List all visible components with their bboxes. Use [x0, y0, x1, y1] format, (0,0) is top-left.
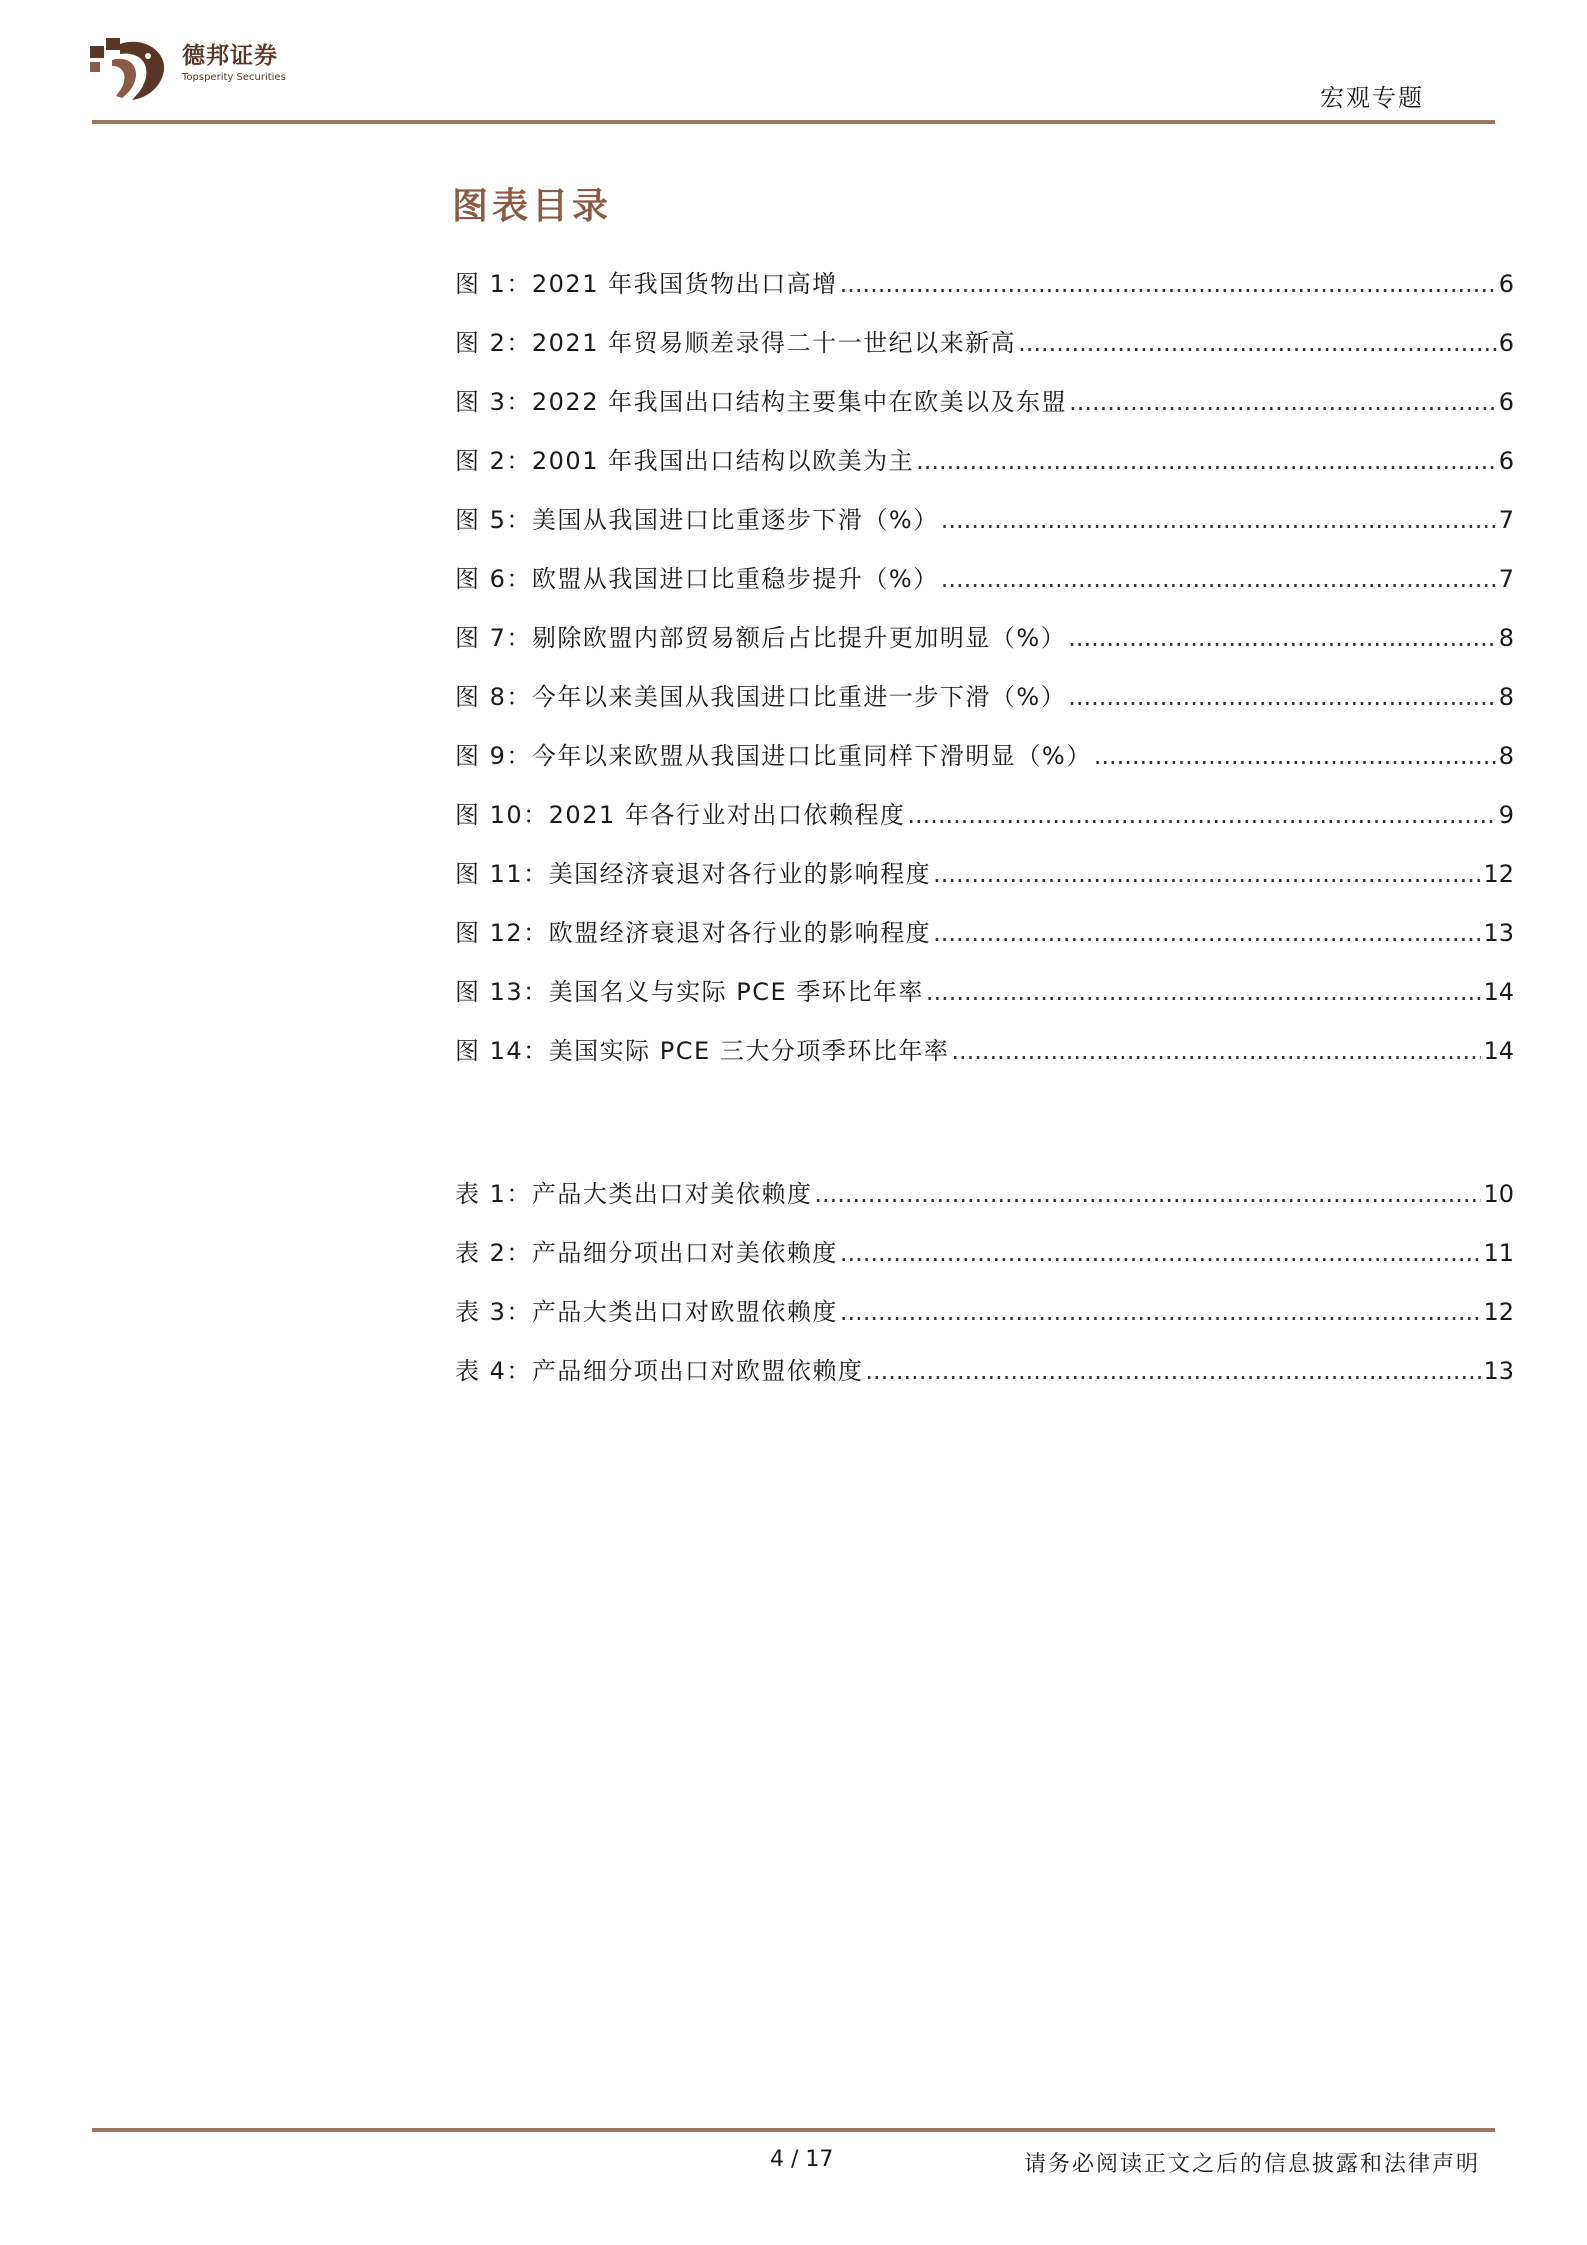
toc-leader-dots [840, 1292, 1482, 1332]
toc-entry-label: 图 11：美国经济衰退对各行业的影响程度 [455, 860, 932, 888]
toc-entry-label: 图 2：2001 年我国出口结构以欧美为主 [455, 447, 915, 475]
toc-entry-page: 11 [1483, 1239, 1514, 1267]
toc-entry-figure-3[interactable] [455, 382, 1514, 441]
toc-entry-page: 6 [1498, 388, 1514, 416]
toc-leader-dots [926, 972, 1482, 1012]
brand-block [182, 42, 286, 84]
toc-title: 图表目录 [452, 185, 613, 227]
page-header [0, 0, 1587, 130]
toc-leader-dots [941, 500, 1497, 540]
toc-leader-dots [941, 559, 1497, 599]
toc-leader-dots [840, 1233, 1482, 1273]
topsperity-logo-icon [90, 36, 170, 106]
toc-entry-page: 6 [1498, 270, 1514, 298]
toc-entry-page: 8 [1498, 683, 1514, 711]
toc-entry-label: 图 7：剔除欧盟内部贸易额后占比提升更加明显（%） [455, 624, 1067, 652]
toc-entry-page: 9 [1498, 801, 1514, 829]
toc-entry-figure-4[interactable] [455, 441, 1514, 500]
toc-entry-figure-1[interactable] [455, 264, 1514, 323]
toc-entry-figure-6[interactable] [455, 559, 1514, 618]
toc-entry-table-3[interactable] [455, 1292, 1514, 1351]
toc-leader-dots [814, 1174, 1481, 1214]
toc-entry-table-4[interactable] [455, 1351, 1514, 1410]
toc-entry-page: 13 [1483, 919, 1514, 947]
toc-entry-page: 13 [1483, 1357, 1514, 1385]
toc-entry-page: 14 [1483, 1037, 1514, 1065]
toc-entry-page: 12 [1483, 1298, 1514, 1326]
toc-leader-dots [865, 1351, 1481, 1391]
toc-entry-page: 8 [1498, 742, 1514, 770]
toc-leader-dots [933, 854, 1481, 894]
toc-entry-label: 图 3：2022 年我国出口结构主要集中在欧美以及东盟 [455, 388, 1068, 416]
table-list [455, 1174, 1514, 1410]
toc-entry-label: 图 8：今年以来美国从我国进口比重进一步下滑（%） [455, 683, 1067, 711]
header-divider [92, 120, 1495, 124]
toc-entry-label: 图 12：欧盟经济衰退对各行业的影响程度 [455, 919, 932, 947]
toc-entry-label: 图 13：美国名义与实际 PCE 季环比年率 [455, 978, 924, 1006]
brand-name-cn: 德邦证券 [182, 43, 278, 69]
toc-entry-figure-5[interactable] [455, 500, 1514, 559]
toc-leader-dots [1018, 323, 1497, 363]
toc-entry-label: 表 4：产品细分项出口对欧盟依赖度 [455, 1357, 864, 1385]
brand-name-en: Topsperity Securities [182, 72, 286, 83]
toc-entry-label: 图 10：2021 年各行业对出口依赖程度 [455, 801, 906, 829]
toc-entry-label: 表 1：产品大类出口对美依赖度 [455, 1180, 813, 1208]
toc-entry-page: 7 [1498, 506, 1514, 534]
toc-entry-page: 10 [1483, 1180, 1514, 1208]
section-label: 宏观专题 [1320, 84, 1424, 112]
toc-leader-dots [840, 264, 1497, 304]
toc-entry-figure-13[interactable] [455, 972, 1514, 1031]
disclaimer-text: 请务必阅读正文之后的信息披露和法律声明 [1023, 2152, 1480, 2177]
toc-entry-label: 图 5：美国从我国进口比重逐步下滑（%） [455, 506, 939, 534]
toc-leader-dots [1094, 736, 1497, 776]
toc-entry-label: 图 6：欧盟从我国进口比重稳步提升（%） [455, 565, 939, 593]
toc-entry-label: 表 3：产品大类出口对欧盟依赖度 [455, 1298, 838, 1326]
toc-entry-label: 图 9：今年以来欧盟从我国进口比重同样下滑明显（%） [455, 742, 1092, 770]
toc-leader-dots [907, 795, 1496, 835]
toc-leader-dots [951, 1031, 1481, 1071]
figure-list [455, 264, 1514, 1090]
toc-entry-figure-8[interactable] [455, 677, 1514, 736]
toc-entry-table-1[interactable] [455, 1174, 1514, 1233]
toc-entry-figure-2[interactable] [455, 323, 1514, 382]
toc-leader-dots [933, 913, 1481, 953]
toc-entry-label: 表 2：产品细分项出口对美依赖度 [455, 1239, 838, 1267]
toc-entry-figure-7[interactable] [455, 618, 1514, 677]
toc-entry-figure-9[interactable] [455, 736, 1514, 795]
toc-leader-dots [1068, 618, 1497, 658]
toc-entry-label: 图 14：美国实际 PCE 三大分项季环比年率 [455, 1037, 950, 1065]
toc-leader-dots [1069, 382, 1497, 422]
toc-entry-page: 12 [1483, 860, 1514, 888]
toc-entry-label: 图 1：2021 年我国货物出口高增 [455, 270, 838, 298]
toc-entry-page: 8 [1498, 624, 1514, 652]
toc-entry-figure-10[interactable] [455, 795, 1514, 854]
toc-leader-dots [916, 441, 1497, 481]
toc-entry-figure-11[interactable] [455, 854, 1514, 913]
toc-entry-page: 14 [1483, 978, 1514, 1006]
footer-divider [92, 2128, 1495, 2132]
toc-entry-page: 7 [1498, 565, 1514, 593]
toc-entry-figure-14[interactable] [455, 1031, 1514, 1090]
toc-leader-dots [1068, 677, 1497, 717]
toc-entry-label: 图 2：2021 年贸易顺差录得二十一世纪以来新高 [455, 329, 1017, 357]
toc-entry-figure-12[interactable] [455, 913, 1514, 972]
toc-entry-table-2[interactable] [455, 1233, 1514, 1292]
page-number: 4 / 17 [770, 2147, 834, 2172]
toc-entry-page: 6 [1498, 329, 1514, 357]
toc-entry-page: 6 [1498, 447, 1514, 475]
